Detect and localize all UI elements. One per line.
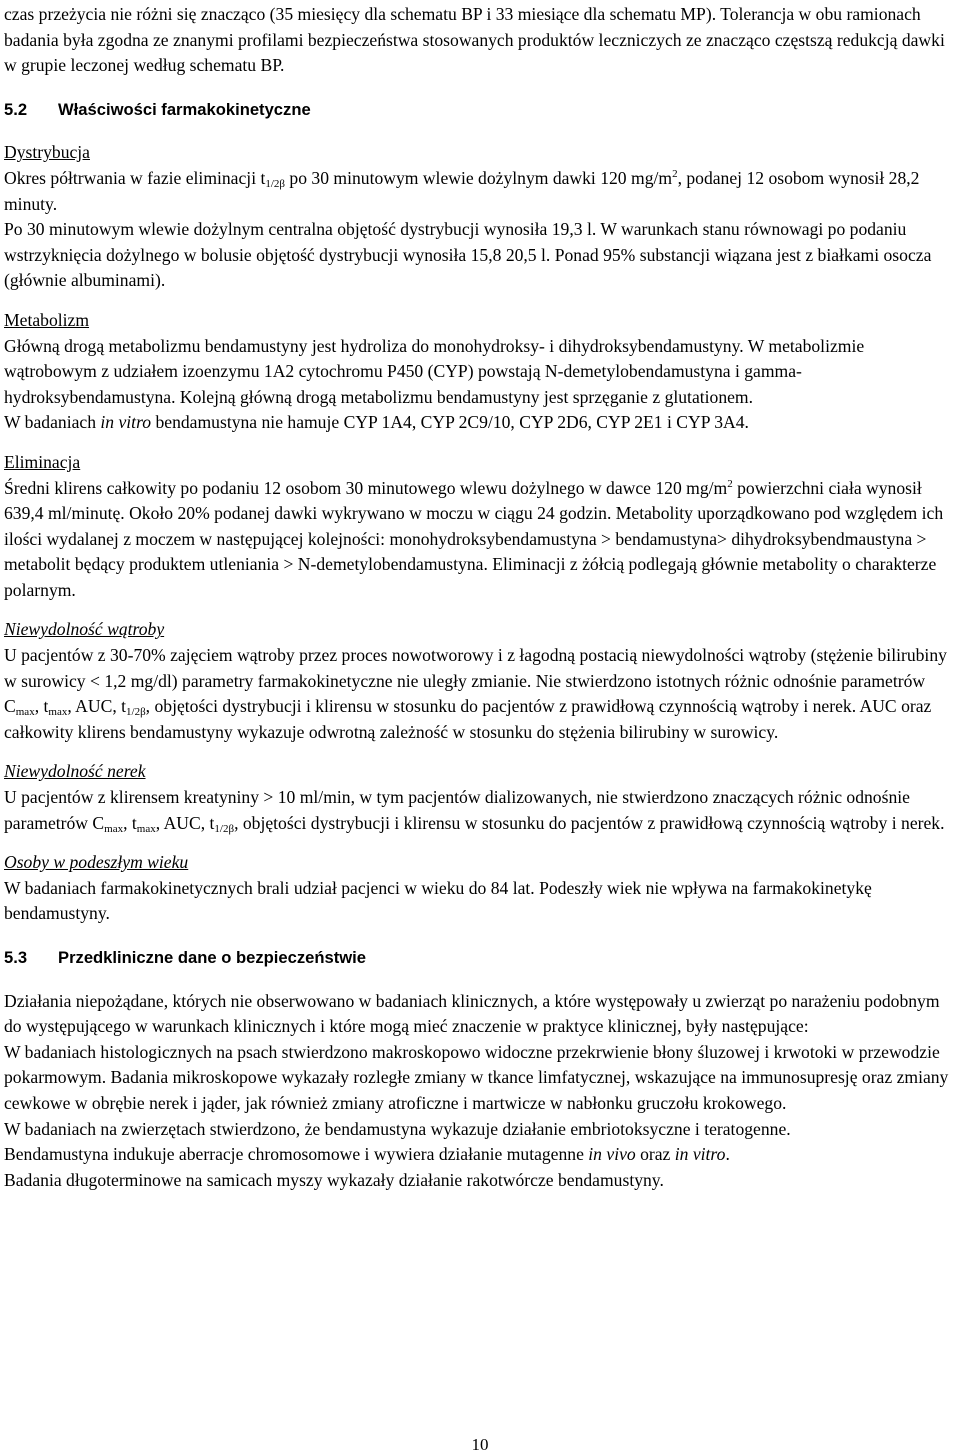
metabolism-paragraph-1: Główną drogą metabolizmu bendamustyny jest hydroliza do monohydroksy- i dihydroksybendamustyny. W metabolizmie wątrobowym z udziałem izoenzymu 1A2 cytochromu P450 (CYP) powstają N-demetylobendamustyna i gamma-hydroksybendamustyna. Kolejną główną drogą metabolizmu bendamustyny jest sprzęganie z glutationem. [4, 335, 865, 407]
intro-paragraph: czas przeżycia nie różni się znacząco (35 miesięcy dla schematu BP i 33 miesiące dla schematu MP). Tolerancja w obu ramionach badania była zgodna ze znanymi profilami bezpieczeństwa stosowanych produktów leczniczych ze znacząco częstszą redukcją dawki w grupie leczonej według schematu BP. [4, 4, 945, 76]
preclinical-paragraph-2: W badaniach histologicznych na psach stwierdzono makroskopowo widoczne przekrwienie błony śluzowej i krwotoki w przewodzie pokarmowym. Badania mikroskopowe wykazały rozległe zmiany w tkance limfatycznej, wskazujące na immunosupresję oraz zmiany cewkowe w obrębie nerek i jąder, jak również zmiany atroficzne i martwicze w nabłonku gruczołu krokowego. [4, 1041, 949, 1113]
section-heading-5-2 [4, 97, 956, 123]
elimination-paragraph: Średni klirens całkowity po podaniu 12 osobom 30 minutowego wlewu dożylnego w dawce 120 $mg/m^2$ powierzchni ciała wynosił 639,4 ml/minutę. Około 20% podanej dawki wykrywano w moczu w ciągu 24 godzin. Metabolity uporządkowano pod względem ich ilości wydalanej z moczem w następującej kolejności: monohydroksybendamustyna > bendamustyna> dihydroksybendmaustyna > metabolit będący produktem utleniania > N-demetylobendamustyna. Eliminacji z żółcią podlegają głównie metabolity o charakterze polarnym. [4, 477, 944, 600]
page-number: 10 [471, 1435, 489, 1454]
distribution-paragraph-2: Po 30 minutowym wlewie dożylnym centralna objętość dystrybucji wynosiła 19,3 l. W warunkach stanu równowagi po podaniu wstrzyknięcia dożylnego w bolusie objętość dystrybucji wynosiła 15,8 20,5 l. Ponad 95% substancji wiązana jest z białkami osocza (głównie albuminami). [4, 219, 932, 291]
distribution-paragraph-1: Okres półtrwania w fazie eliminacji $t_{1/2\beta}$ po 30 minutowym wlewie dożylnym dawki 120 $mg/m^2$, podanej 12 osobom wynosił 28,2 minuty. [4, 167, 920, 214]
subheading-hepatic-impairment: Niewydolność wątroby [4, 619, 165, 640]
preclinical-paragraph-4: Bendamustyna indukuje aberracje chromosomowe i wywiera działanie mutagenne in vivo oraz in vitro. [4, 1144, 730, 1165]
subheading-elderly: Osoby w podeszłym wieku [4, 852, 189, 873]
section-number: 5.2 [4, 99, 28, 119]
preclinical-paragraph-5: Badania długoterminowe na samicach myszy wykazały działanie rakotwórcze bendamustyny. [4, 1169, 664, 1190]
subheading-distribution: Dystrybucja [4, 142, 90, 163]
section-number: 5.3 [4, 948, 28, 967]
subheading-elimination: Eliminacja [4, 451, 81, 472]
section-heading-5-3 [4, 945, 956, 971]
section-title: Przedkliniczne dane o bezpieczeństwie [58, 948, 366, 967]
section-title: Właściwości farmakokinetyczne [58, 99, 311, 119]
metabolism-paragraph-2: W badaniach in vitro bendamustyna nie hamuje CYP 1A4, CYP 2C9/10, CYP 2D6, CYP 2E1 i CYP 3A4. [4, 412, 749, 433]
preclinical-paragraph-3: W badaniach na zwierzętach stwierdzono, że bendamustyna wykazuje działanie embriotoksyczne i teratogenne. [4, 1118, 791, 1139]
subheading-renal-impairment: Niewydolność nerek [4, 761, 146, 782]
elderly-paragraph: W badaniach farmakokinetycznych brali udział pacjenci w wieku do 84 lat. Podeszły wiek nie wpływa na farmakokinetykę bendamustyny. [4, 877, 872, 924]
renal-paragraph: U pacjentów z klirensem kreatyniny > 10 ml/min, w tym pacjentów dializowanych, nie stwierdzono znaczących różnic odnośnie parametrów $C_{max}$, $t_{max}$, AUC, $t_{1/2\beta}$, objętości dystrybucji i klirensu w stosunku do pacjentów z prawidłową czynnością wątroby i nerek. [4, 787, 945, 835]
hepatic-paragraph: U pacjentów z 30-70% zajęciem wątroby przez proces nowotworowy i z łagodną postacią niewydolności wątroby (stężenie bilirubiny w surowicy < 1,2 mg/dl) parametry farmakokinetyczne nie uległy zmianie. Nie stwierdzono istotnych różnic odnośnie parametrów $C_{max}$, $t_{max}$, AUC, $t_{1/2\beta}$, objętości dystrybucji i klirensu w stosunku do pacjentów z prawidłową czynnością wątroby i nerek. AUC oraz całkowity klirens bendamustyny wykazuje odwrotną zależność w stosunku do stężenia bilirubiny w surowicy. [4, 645, 947, 742]
preclinical-paragraph-1: Działania niepożądane, których nie obserwowano w badaniach klinicznych, a które występowały u zwierząt po narażeniu podobnym do występującego w warunkach klinicznych i które mogą mieć znaczenie w praktyce klinicznej, były następujące: [4, 990, 940, 1037]
subheading-metabolism: Metabolizm [4, 309, 90, 330]
